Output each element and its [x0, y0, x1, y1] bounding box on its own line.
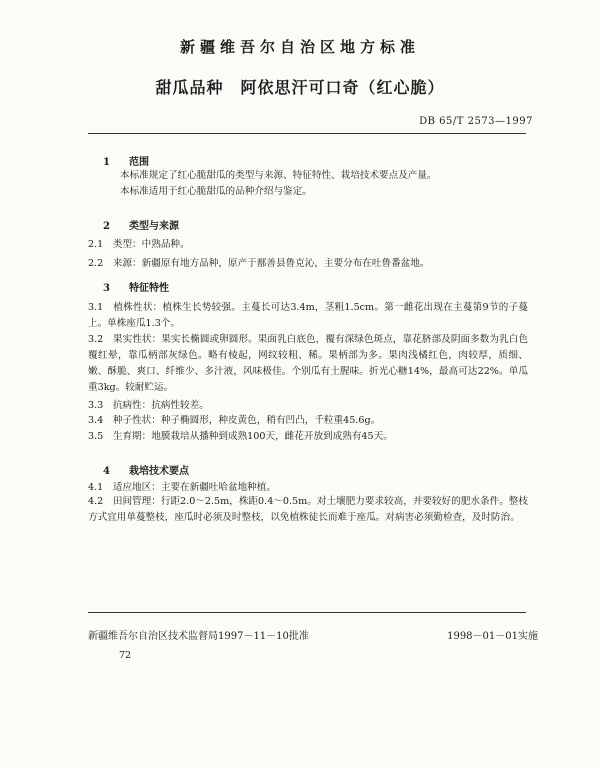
standard-number: DB 65/T 2573—1997: [419, 116, 533, 127]
section-heading-2: [103, 217, 179, 232]
paragraph: 本标准适用于红心脆甜瓜的品种介绍与鉴定。: [120, 186, 312, 197]
document-title: 甜瓜品种 阿依思汗可口奇（红心脆）: [155, 78, 445, 97]
section-title: 范围: [129, 157, 149, 168]
section-heading-1: [103, 153, 149, 168]
clause-3-3: 3.3 抗病性：抗病性较差。: [88, 400, 209, 411]
header-rule: [88, 133, 526, 134]
approval-info: 新疆维吾尔自治区技术监督局1997－11－10批准: [88, 631, 309, 642]
clause-2-2: 2.2 来源：新疆原有地方品种，原产于鄯善县鲁克沁，主要分布在吐鲁番盆地。: [88, 258, 430, 269]
section-number: 2: [103, 221, 110, 232]
page-number: 72: [119, 650, 132, 661]
standard-header: 新疆维吾尔自治区地方标准: [179, 38, 420, 56]
section-title: 特征特性: [129, 283, 169, 294]
section-heading-3: [103, 279, 169, 294]
clause-2-1: 2.1 类型：中熟品种。: [88, 239, 190, 250]
implementation-date: 1998－01－01实施: [447, 631, 538, 642]
section-heading-4: [103, 462, 189, 477]
section-number: 4: [103, 466, 110, 477]
clause-3-2: 3.2 果实性状：果实长椭圆或卵圆形。果面乳白底色，覆有深绿色斑点，靠花脐部及阴面多数为乳白色覆红晕，靠瓜柄部灰绿色。略有棱起，网纹较粗、稀。果柄部为多。果肉浅橘红色，肉较厚，质细、嫩、酥脆、爽口、纤维少、多汁液，风味极佳。个别瓜有土腥味。折光心糖14%，最高可达22%。单瓜重3kg。较耐贮运。: [88, 334, 528, 393]
section-title: 类型与来源: [129, 221, 179, 232]
section-title: 栽培技术要点: [129, 466, 189, 477]
clause-3-5: 3.5 生育期：地膜栽培从播种到成熟100天，雌花开放到成熟有45天。: [88, 431, 393, 442]
clause-4-1: 4.1 适应地区：主要在新疆吐哈盆地种植。: [88, 482, 276, 493]
section-number: 1: [103, 157, 110, 168]
section-number: 3: [103, 283, 110, 294]
footer-rule: [88, 612, 526, 613]
clause-3-4: 3.4 种子性状：种子椭圆形，种皮黄色，稍有凹凸，千粒重45.6g。: [88, 415, 381, 426]
clause-3-1: 3.1 植株性状：植株生长势较强。主蔓长可达3.4m，茎粗1.5cm。第一雌花出现在主蔓第9节的子蔓上。单株座瓜1.3个。: [88, 302, 528, 329]
clause-4-2: 4.2 田间管理：行距2.0～2.5m，株距0.4～0.5m。对土壤肥力要求较高，并要较好的肥水条件。整枝方式宜用单蔓整枝，座瓜时必须及时整枝，以免植株徒长而难于座瓜。对病害必须勤检查，及时防治。: [88, 496, 528, 523]
paragraph: 本标准规定了红心脆甜瓜的类型与来源、特征特性、栽培技术要点及产量。: [120, 170, 437, 181]
